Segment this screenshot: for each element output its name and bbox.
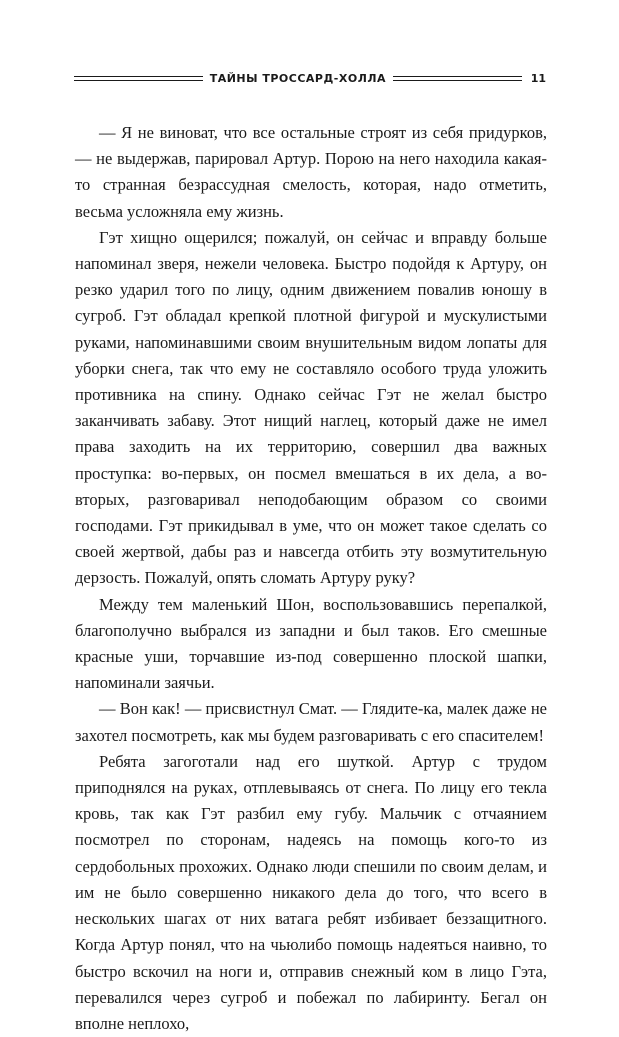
body-text (75, 120, 547, 1037)
paragraph: Ребята загоготали над его шуткой. Артур с трудом приподнялся на руках, отплевываясь от снега. По лицу его текла кровь, так как Гэт разбил ему губу. Мальчик с отчаянием посмотрел по сторонам, надеясь на помощь кого-то из сердобольных прохожих. Однако люди спешили по своим делам, и им не было совершенно никакого дела до того, что всего в нескольких шагах от них ватага ребят избивает беззащитного. Когда Артур понял, что на чьюлибо помощь надеяться наивно, то быстро вскочил на ноги и, отправив снежный ком в лицо Гэта, перевалился через сугроб и побежал по лабиринту. Бегал он вполне неплохо, (75, 751, 547, 1033)
paragraph: — Я не виноват, что все остальные строят из себя придурков, — не выдержав, парировал Артур. Порою на него находила какая-то странная безрассудная смелость, которая, надо отметить, весьма усложняла ему жизнь. (75, 123, 547, 221)
paragraph: Между тем маленький Шон, воспользовавшись перепалкой, благополучно выбрался из западни и был таков. Его смешные красные уши, торчавшие из-под совершенно плоской шапки, напоминали заячьи. (75, 594, 547, 693)
page-number: 11 (530, 71, 546, 85)
header-rule-left (74, 76, 203, 81)
paragraph: — Вон как! — присвистнул Смат. — Глядите-ка, малек даже не захотел посмотреть, как мы будем разговаривать с его спасителем! (75, 699, 547, 745)
header-rule-right (393, 76, 522, 81)
paragraph: Гэт хищно ощерился; пожалуй, он сейчас и вправду больше напоминал зверя, нежели человека. Быстро подойдя к Артуру, он резко ударил того по лицу, одним движением повалив юношу в сугроб. Гэт обладал крепкой плотной фигурой и мускулистыми руками, напоминавшими своим внушительным видом лопаты для уборки снега, так что ему не составляло особого труда уложить противника на спину. Однако сейчас Гэт не желал быстро заканчивать забаву. Этот нищий наглец, который даже не имел права заходить на их территорию, совершил два важных проступка: во-первых, он посмел вмешаться в их дела, а во-вторых, разговаривал неподобающим образом со своими господами. Гэт прикидывал в уме, что он может такое сделать со своей жертвой, дабы раз и навсегда отбить эту возмутительную дерзость. Пожалуй, опять сломать Артуру руку? (75, 227, 547, 588)
running-header (74, 70, 546, 86)
running-title: ТАЙНЫ ТРОССАРД-ХОЛЛА (209, 71, 386, 85)
